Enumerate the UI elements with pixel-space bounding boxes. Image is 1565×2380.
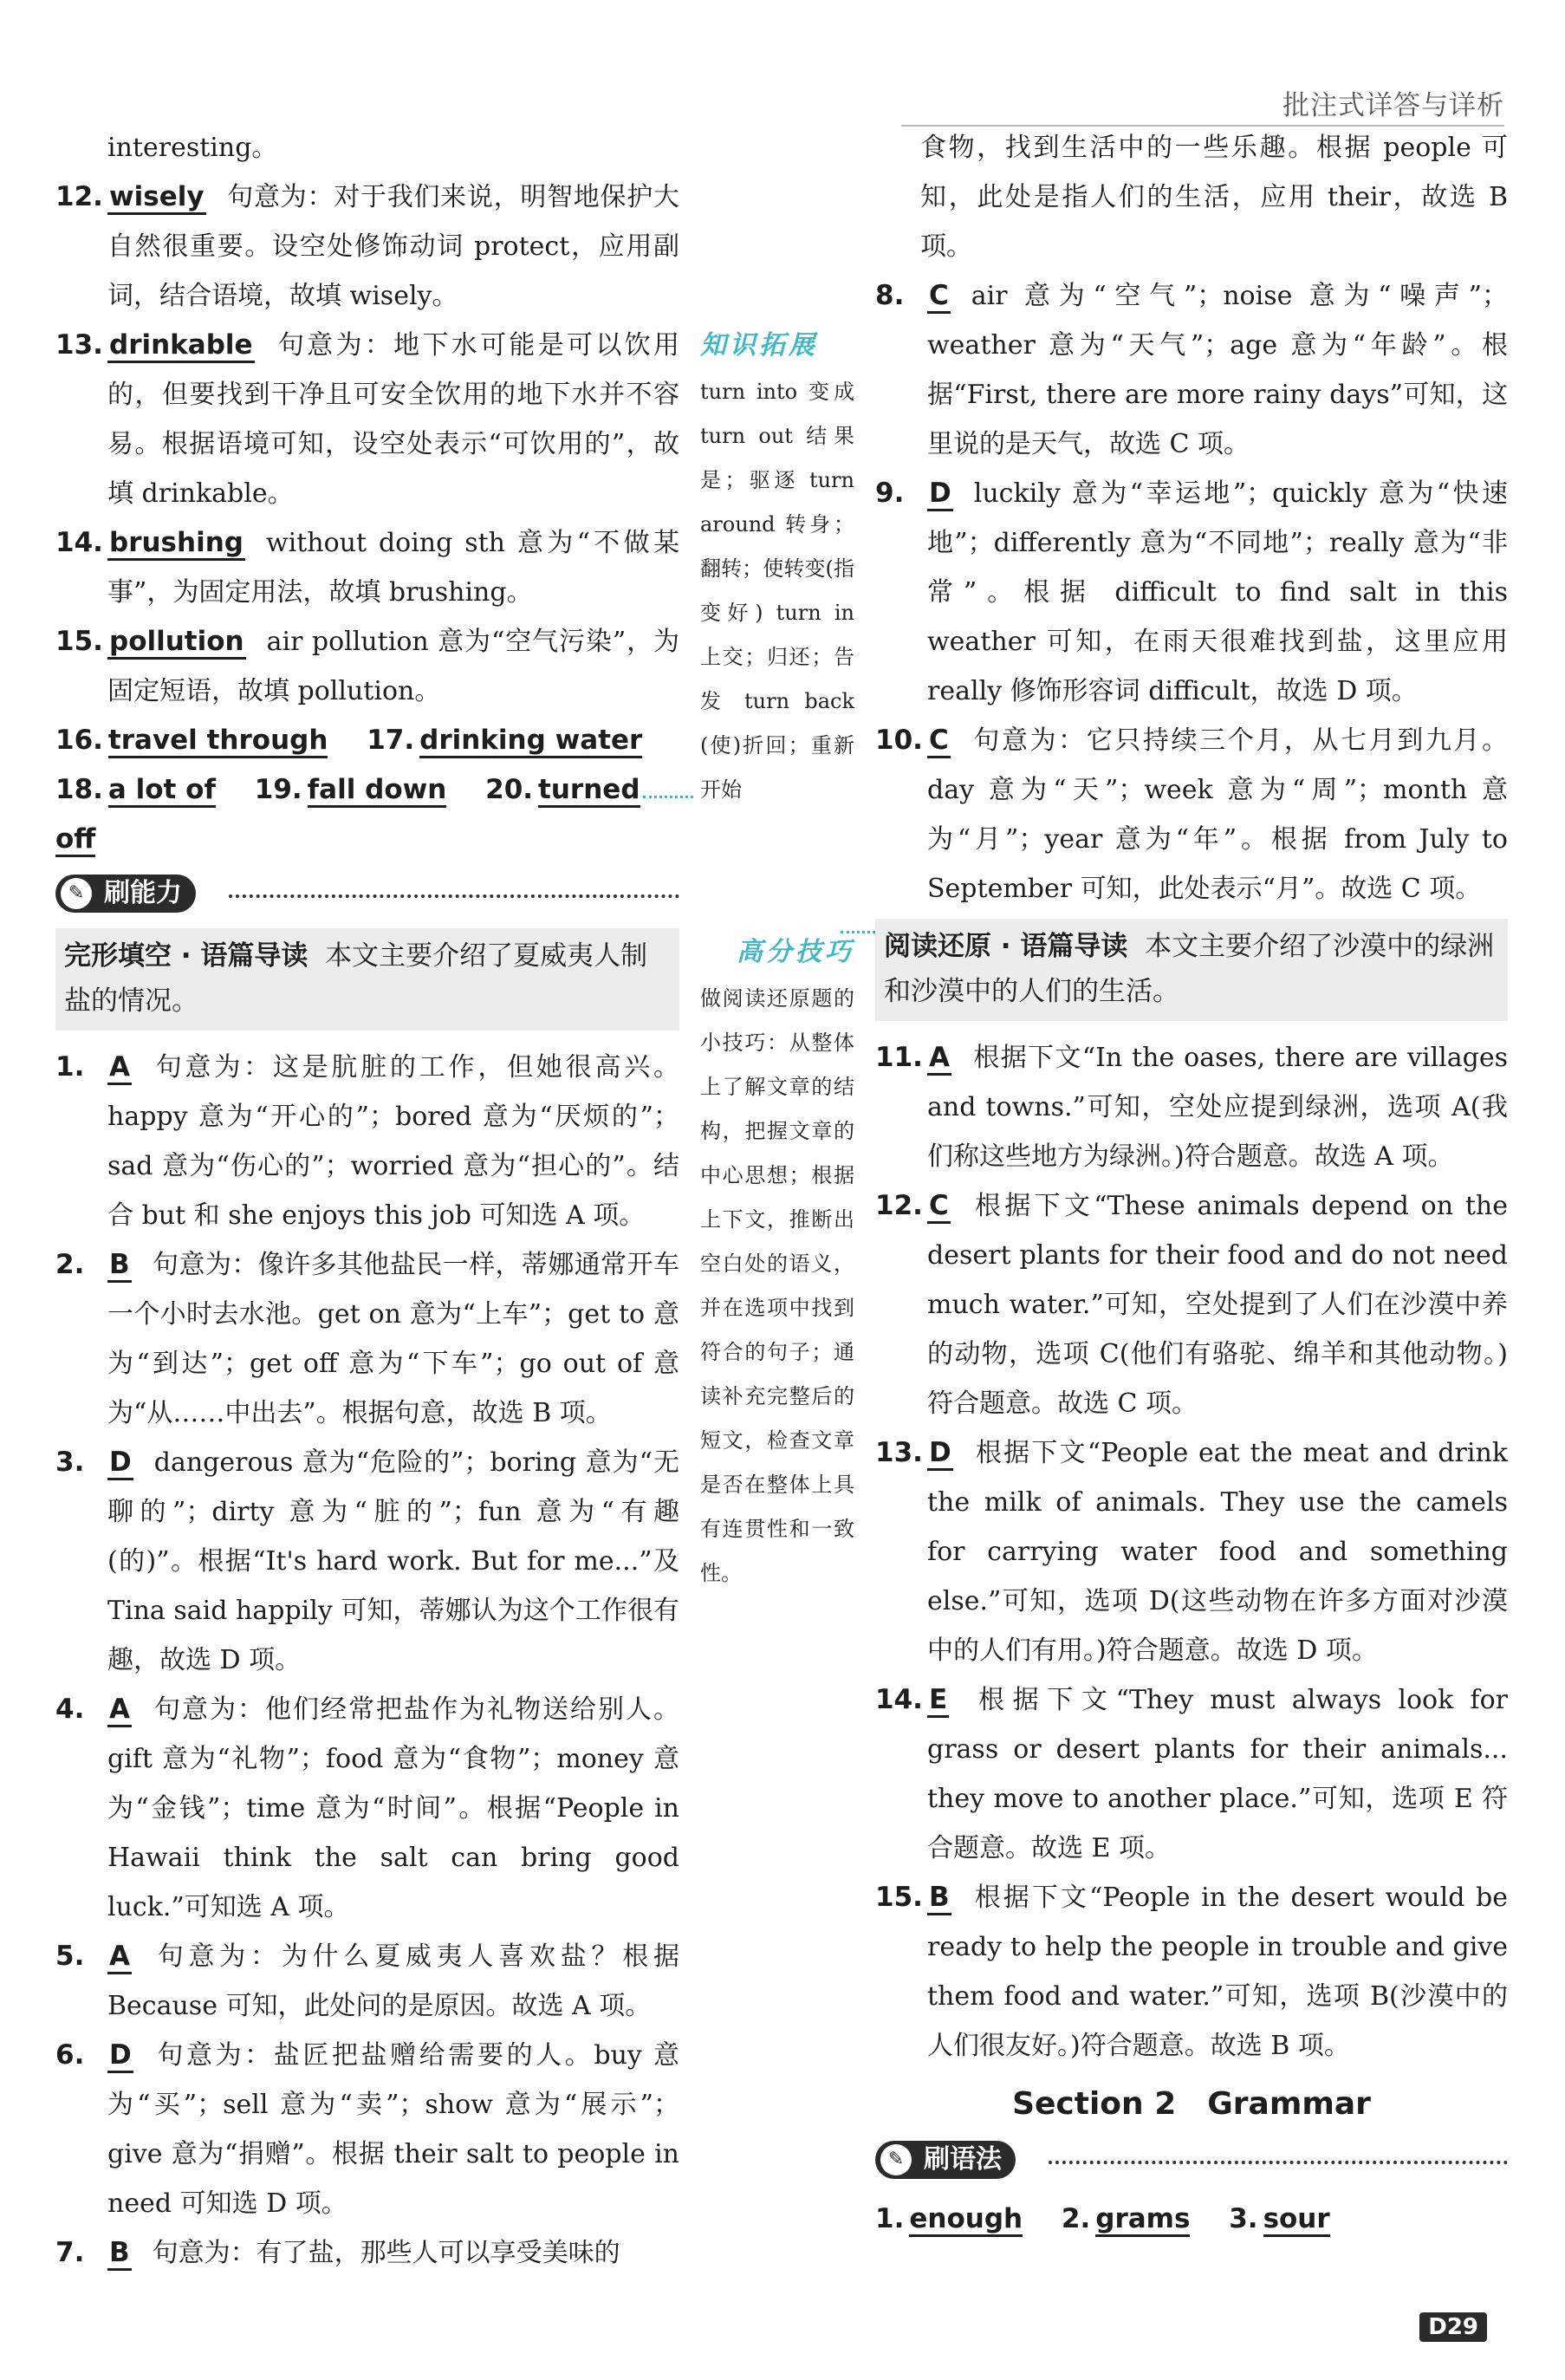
answer-list-2 xyxy=(55,1043,679,2278)
item-number: 14. xyxy=(55,527,103,558)
item-answer: D xyxy=(107,1447,133,1480)
item-answer: wisely xyxy=(107,181,206,215)
item-number: 12. xyxy=(875,1190,923,1221)
section-banner-ability xyxy=(55,871,679,920)
item-number: 8. xyxy=(875,280,905,311)
answer-item xyxy=(875,1428,1508,1675)
answer-list-4 xyxy=(875,1033,1508,2071)
item-explanation: 句意为：为什么夏威夷人喜欢盐？根据 Because 可知，此处问的是原因。故选 A 项。 xyxy=(107,1941,679,2021)
answer: grams xyxy=(1095,2203,1190,2237)
answer-item xyxy=(55,172,679,321)
item-number: 7. xyxy=(55,2237,85,2268)
answer: turned off xyxy=(55,774,640,857)
answer-row-18-20 xyxy=(55,765,679,864)
num: 19. xyxy=(254,774,302,805)
answer-item xyxy=(55,1685,679,1932)
item-number: 9. xyxy=(875,478,905,509)
item-explanation: without doing sth 意为“不做某事”，为固定用法，故填 brushing。 xyxy=(107,528,679,608)
item-answer: A xyxy=(927,1042,951,1076)
num: 2. xyxy=(1061,2203,1091,2234)
num: 18. xyxy=(55,774,103,805)
item-number: 15. xyxy=(55,626,103,657)
answer: sour xyxy=(1263,2203,1330,2237)
item-explanation: 根据下文“They must always look for grass or desert plants for their animals... they move to another place.”可知，选项 E 符合题意。故选 E 项。 xyxy=(927,1685,1508,1863)
item-number: 2. xyxy=(55,1249,85,1280)
item-answer: E xyxy=(927,1684,949,1718)
banner-label: 刷能力 xyxy=(104,878,182,908)
answer-row-16-17 xyxy=(55,716,679,765)
item-number: 4. xyxy=(55,1694,85,1725)
item-answer: D xyxy=(107,2039,133,2073)
answer-list-1 xyxy=(55,172,679,716)
answer-item xyxy=(875,1033,1508,1181)
answer-item xyxy=(55,1932,679,2031)
running-header: 批注式详答与详析 xyxy=(1283,90,1504,121)
banner-pill xyxy=(55,875,196,913)
item-answer: C xyxy=(927,1190,951,1224)
answer-item xyxy=(55,2031,679,2228)
answer-item xyxy=(875,469,1508,716)
answer-item xyxy=(875,1181,1508,1428)
item-number: 6. xyxy=(55,2039,85,2071)
item-number: 11. xyxy=(875,1042,923,1073)
guide-text: 本文主要介绍了沙漠中的绿洲和沙漠中的人们的生活。 xyxy=(884,931,1495,1007)
item-number: 14. xyxy=(875,1684,923,1715)
item-answer: D xyxy=(927,1437,953,1471)
item-answer: D xyxy=(927,478,953,511)
left-column xyxy=(55,123,679,2278)
section-banner-grammar xyxy=(875,2137,1508,2186)
sidebar-text: 做阅读还原题的小技巧：从整体上了解文章的结构，把握文章的中心思想；根据上下文，推断出空白处的语义，并在选项中找到符合的句子；通读补充完整后的短文，检查文章是否在整体上具有连贯性和一致性。 xyxy=(700,986,854,1585)
item-explanation: 句意为：地下水可能是可以饮用的，但要找到干净且可安全饮用的地下水并不容易。根据语境可知，设空处表示“可饮用的”，故填 drinkable。 xyxy=(107,330,679,509)
continued-text: 食物，找到生活中的一些乐趣。根据 people 可知，此处是指人们的生活，应用 their，故选 B 项。 xyxy=(920,133,1508,262)
guide-label: 完形填空 · 语篇导读 xyxy=(64,940,308,972)
item-answer: C xyxy=(927,725,951,758)
item-answer: B xyxy=(107,2237,132,2271)
answer-item xyxy=(875,1873,1508,2071)
answer: a lot of xyxy=(108,774,216,808)
item-number: 15. xyxy=(875,1882,923,1913)
answer: travel through xyxy=(108,725,328,758)
brush-icon: ✎ xyxy=(880,2144,912,2175)
section-title: Section 2 Grammar xyxy=(1012,2086,1371,2122)
item-explanation: 根据下文“People eat the meat and drink the milk of animals. They use the camels for carrying water food and something else.”可知，选项 D(这些动物在许多方面对沙漠中的人们有用。)符合题意。故选 D 项。 xyxy=(927,1438,1508,1666)
brush-icon: ✎ xyxy=(61,878,92,909)
sidebar-title: 知识拓展 xyxy=(700,330,818,361)
guide-label: 阅读还原 · 语篇导读 xyxy=(884,931,1128,962)
item-explanation: dangerous 意为“危险的”；boring 意为“无聊的”；dirty 意为“脏的”；fun 意为“有趣(的)”。根据“It's hard work. But for me...”及 Tina said happily 可知，蒂娜认为这个工作很有趣，故选 D 项。 xyxy=(107,1447,679,1675)
item-number: 3. xyxy=(55,1447,85,1478)
item-explanation: 句意为：他们经常把盐作为礼物送给别人。gift 意为“礼物”；food 意为“食物”；money 意为“金钱”；time 意为“时间”。根据“People in Hawaii think the salt can bring good luck.”可知选 A 项。 xyxy=(107,1694,679,1922)
answer-list-3 xyxy=(875,271,1508,914)
item-answer: A xyxy=(107,1051,132,1085)
reading-guide xyxy=(875,919,1508,1021)
item-number: 5. xyxy=(55,1941,85,1972)
sidebar-text: turn into 变成 turn out 结果是；驱逐 turn around 转身；翻转；使转变(指变好) turn in 上交；归还；告发 turn back (使)折回；重新开始 xyxy=(700,380,854,802)
pointer-arrow xyxy=(643,796,693,798)
answer-item xyxy=(55,518,679,617)
item-number: 12. xyxy=(55,181,103,212)
answer-row-grammar xyxy=(875,2195,1508,2244)
sidebar-tips xyxy=(700,927,854,1596)
sidebar-knowledge xyxy=(700,321,854,812)
item-answer: A xyxy=(107,1694,132,1727)
item-explanation: 句意为：对于我们来说，明智地保护大自然很重要。设空处修饰动词 protect，应用副词，结合语境，故填 wisely。 xyxy=(107,182,679,311)
item-explanation: 句意为：有了盐，那些人可以享受美味的 xyxy=(152,2238,620,2268)
answer-item xyxy=(55,321,679,518)
num: 1. xyxy=(875,2203,905,2234)
num: 16. xyxy=(55,725,103,756)
reading-guide xyxy=(55,928,679,1031)
item-answer: C xyxy=(927,280,951,314)
page-number: D29 xyxy=(1419,2312,1487,2342)
item-explanation: 根据下文“People in the desert would be ready to help the people in trouble and give them food and water.”可知，选项 B(沙漠中的人们很友好。)符合题意。故选 B 项。 xyxy=(927,1883,1508,2061)
guide-text: 本文主要介绍了夏威夷人制盐的情况。 xyxy=(64,940,648,1017)
item-explanation: 句意为：盐匠把盐赠给需要的人。buy 意为“买”；sell 意为“卖”；show 意为“展示”；give 意为“捐赠”。根据 their salt to people in need 可知选 D 项。 xyxy=(107,2040,679,2219)
item-answer: drinkable xyxy=(107,329,255,363)
right-column xyxy=(875,123,1508,2244)
answer-item xyxy=(55,1438,679,1685)
answer-item xyxy=(55,2228,679,2278)
item-explanation: 句意为：它只持续三个月，从七月到九月。day 意为“天”；week 意为“周”；month 意为“月”；year 意为“年”。根据 from July to September 可知，此处表示“月”。故选 C 项。 xyxy=(927,725,1508,904)
item-answer: B xyxy=(927,1882,951,1915)
item-answer: pollution xyxy=(107,626,246,660)
answer: enough xyxy=(909,2203,1023,2237)
answer: fall down xyxy=(308,774,447,808)
item-explanation: 根据下文“In the oases, there are villages and towns.”可知，空处应提到绿洲，选项 A(我们称这些地方为绿洲。)符合题意。故选 A 项。 xyxy=(927,1043,1508,1172)
answer-item xyxy=(55,1043,679,1240)
item-number: 10. xyxy=(875,725,923,756)
answer-item xyxy=(875,271,1508,469)
dotted-rule xyxy=(1049,2161,1508,2164)
item-answer: A xyxy=(107,1941,132,1974)
item-explanation: luckily 意为“幸运地”；quickly 意为“快速地”；differently 意为“不同地”；really 意为“非常”。根据 difficult to find salt in this weather 可知，在雨天很难找到盐，这里应用 really 修饰形容词 difficult，故选 D 项。 xyxy=(927,478,1508,706)
dotted-rule xyxy=(229,894,679,898)
answer-item xyxy=(55,617,679,716)
item-number: 13. xyxy=(875,1437,923,1468)
item-explanation: 根据下文“These animals depend on the desert plants for their food and do not need much water.”可知，空处提到了人们在沙漠中养的动物，选项 C(他们有骆驼、绵羊和其他动物。)符合题意。故选 C 项。 xyxy=(927,1191,1508,1419)
banner-label: 刷语法 xyxy=(924,2144,1002,2175)
pointer-arrow xyxy=(841,931,875,933)
answer-item xyxy=(875,1675,1508,1873)
item-number: 13. xyxy=(55,329,103,361)
num: 17. xyxy=(367,725,415,756)
continued-text: interesting。 xyxy=(107,133,278,163)
num: 20. xyxy=(485,774,534,805)
banner-pill xyxy=(875,2141,1016,2179)
answer-item xyxy=(55,1240,679,1438)
item-explanation: air pollution 意为“空气污染”，为固定短语，故填 pollution。 xyxy=(107,627,679,706)
num: 3. xyxy=(1229,2203,1258,2234)
item-explanation: 句意为：这是肮脏的工作，但她很高兴。happy 意为“开心的”；bored 意为“厌烦的”；sad 意为“伤心的”；worried 意为“担心的”。结合 but 和 she enjoys this job 可知选 A 项。 xyxy=(107,1052,679,1231)
answer-item xyxy=(875,716,1508,914)
item-answer: brushing xyxy=(107,527,245,561)
item-explanation: 句意为：像许多其他盐民一样，蒂娜通常开车一个小时去水池。get on 意为“上车”；get to 意为“到达”；get off 意为“下车”；go out of 意为“从……中出去”。根据句意，故选 B 项。 xyxy=(107,1250,679,1428)
item-answer: B xyxy=(107,1249,132,1283)
item-explanation: air 意为“空气”；noise 意为“噪声”；weather 意为“天气”；age 意为“年龄”。根据“First, there are more rainy days”可知，这里说的是天气，故选 C 项。 xyxy=(927,281,1508,459)
answer: drinking water xyxy=(419,725,642,758)
sidebar-title: 高分技巧 xyxy=(737,937,854,967)
item-number: 1. xyxy=(55,1051,85,1083)
